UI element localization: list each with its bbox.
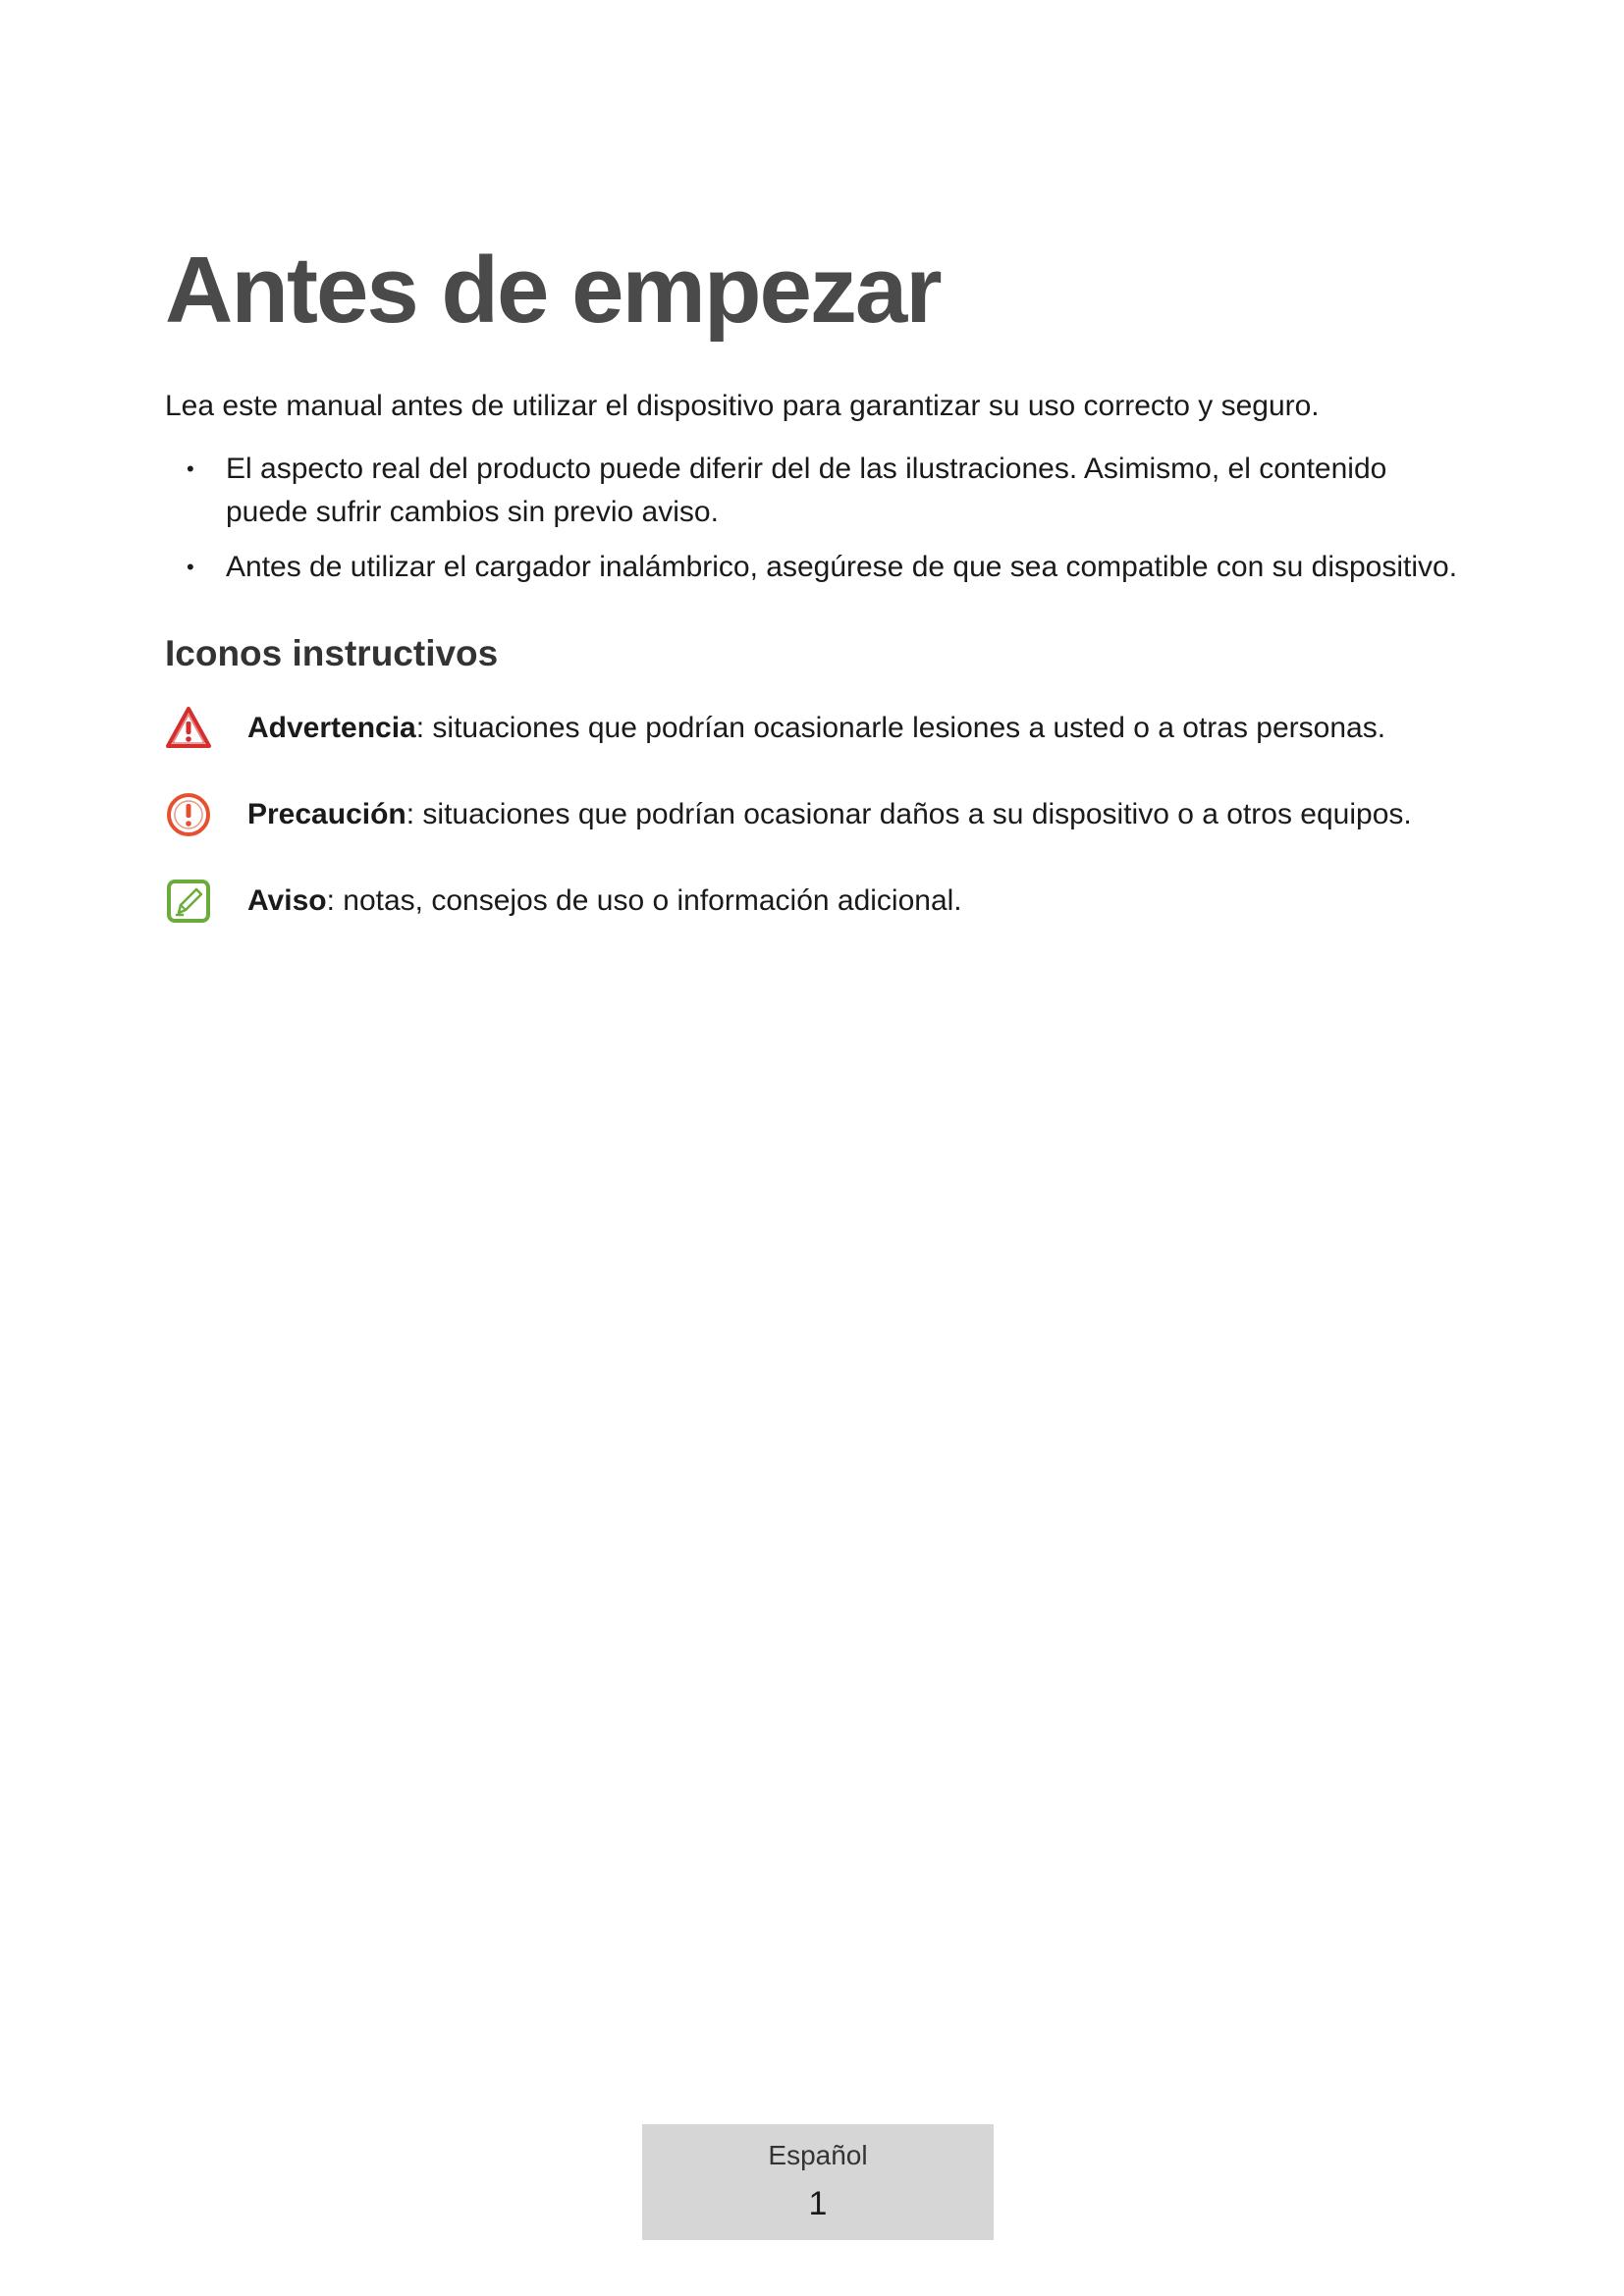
- page-footer: [642, 2124, 994, 2240]
- page-number: 1: [808, 2185, 828, 2222]
- icon-legend-text: [247, 881, 962, 921]
- icon-legend-description: : notas, consejos de uso o información adicional.: [326, 884, 962, 917]
- list-item-text: Antes de utilizar el cargador inalámbrico, asegúrese de que sea compatible con su dispositivo.: [226, 551, 1458, 583]
- intro-text: Lea este manual antes de utilizar el dispositivo para garantizar su uso correcto y seguro.: [165, 390, 1320, 422]
- icon-legend-notice: [165, 878, 1471, 927]
- section-heading: Iconos instructivos: [165, 633, 499, 673]
- bullet-list: [165, 448, 1471, 601]
- caution-circle-icon: [165, 791, 212, 838]
- icon-legend-description: : situaciones que podrían ocasionarle lesiones a usted o a otras personas.: [415, 712, 1386, 744]
- icon-legend-text: [247, 795, 1412, 834]
- icon-legend-term: Advertencia: [247, 712, 416, 744]
- notice-pen-icon: [165, 878, 212, 925]
- icon-legend-caution: [165, 791, 1471, 840]
- warning-triangle-icon: [165, 705, 212, 752]
- list-item: [165, 546, 1471, 589]
- page-title: Antes de empezar: [165, 238, 941, 343]
- icon-legend-description: : situaciones que podrían ocasionar daños a su dispositivo o a otros equipos.: [406, 798, 1412, 830]
- bullet-icon: •: [187, 456, 194, 481]
- icon-legend-term: Aviso: [247, 884, 327, 917]
- icon-legend-warning: [165, 705, 1471, 754]
- icon-legend-text: [247, 709, 1385, 748]
- icon-legend-term: Precaución: [247, 798, 406, 830]
- bullet-icon: •: [187, 555, 194, 579]
- list-item-text: El aspecto real del producto puede diferir del de las ilustraciones. Asimismo, el contenido puede sufrir cambios sin previo aviso.: [226, 453, 1387, 528]
- list-item: [165, 448, 1471, 534]
- footer-language: Español: [768, 2140, 868, 2170]
